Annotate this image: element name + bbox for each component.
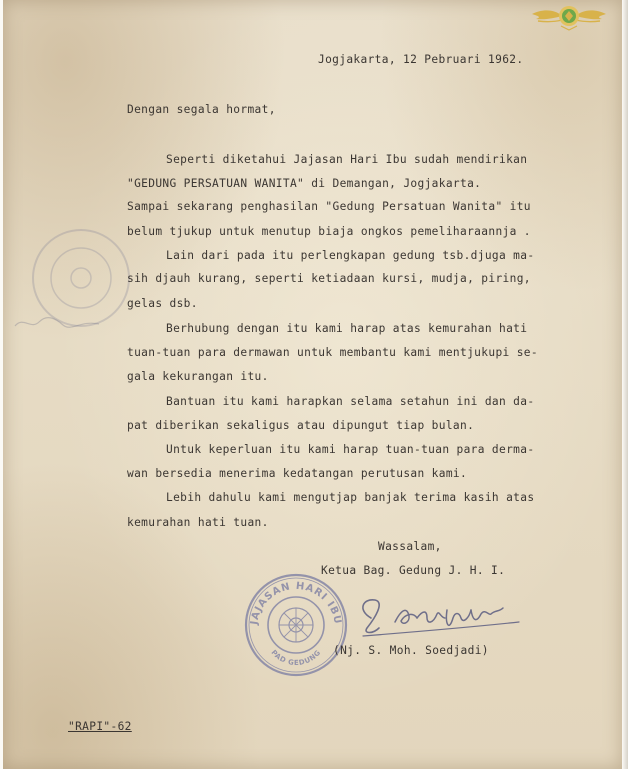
body-line: wan bersedia menerima kedatangan perutusan kami. [127, 467, 468, 480]
body-line: Untuk keperluan itu kami harap tuan-tuan para derma- [166, 443, 535, 456]
page-edge-shadow [622, 0, 628, 769]
body-line: Lain dari pada itu perlengkapan gedung tsb.djuga ma- [166, 249, 535, 262]
handwritten-signature [353, 588, 525, 644]
body-line: pat diberikan sekaligus atau dipungut tiap bulan. [127, 419, 475, 432]
letter-date: Jogjakarta, 12 Pebruari 1962. [318, 53, 524, 66]
body-line: "GEDUNG PERSATUAN WANITA" di Demangan, Jogjakarta. [127, 177, 482, 190]
stamp-outer-text: JAJASAN HARI IBU [249, 580, 343, 626]
gold-emblem-icon [528, 2, 610, 32]
footer-code: "RAPI"-62 [68, 720, 132, 733]
body-line: Sampai sekarang penghasilan "Gedung Persatuan Wanita" itu [127, 200, 531, 213]
body-line: kemurahan hati tuan. [127, 516, 269, 529]
body-line: gala kekurangan itu. [127, 370, 269, 383]
body-line: sih djauh kurang, seperti ketiadaan kursi, mudja, piring, [127, 272, 531, 285]
body-line: Berhubung dengan itu kami harap atas kemurahan hati [166, 322, 528, 335]
organization-stamp-seal [243, 572, 349, 678]
letter-salutation: Dengan segala hormat, [127, 103, 276, 116]
letter-page [3, 0, 622, 769]
body-line: tuan-tuan para dermawan untuk membantu kami mentjukupi se- [127, 346, 538, 359]
body-line: Lebih dahulu kami mengutjap banjak terima kasih atas [166, 491, 535, 504]
body-line: Seperti diketahui Jajasan Hari Ibu sudah mendirikan [166, 153, 528, 166]
faded-handwriting-mark [13, 312, 101, 334]
stamp-inner-text: PAD GEDUNG [269, 648, 323, 668]
body-line: Bantuan itu kami harapkan selama setahun ini dan da- [166, 395, 535, 408]
signatory-name: (Nj. S. Moh. Soedjadi) [333, 644, 489, 657]
signatory-title: Ketua Bag. Gedung J. H. I. [321, 564, 506, 577]
body-line: belum tjukup untuk menutup biaja ongkos pemeliharaannja . [127, 225, 531, 238]
svg-text:PAD GEDUNG [269, 648, 322, 667]
body-line: gelas dsb. [127, 297, 198, 310]
letter-closing: Wassalam, [378, 540, 442, 553]
